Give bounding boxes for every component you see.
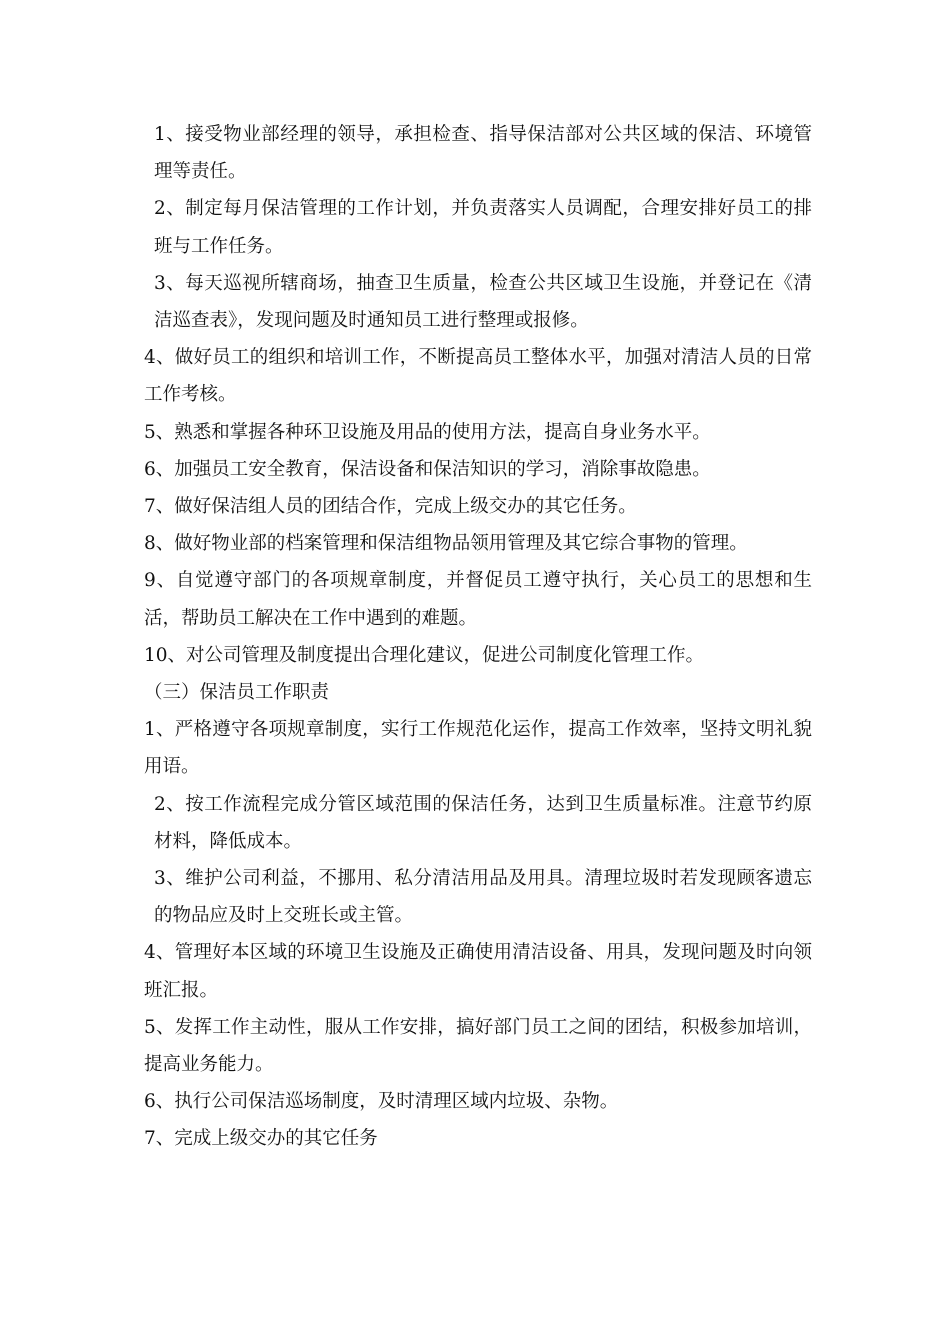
duty-paragraph: 6、执行公司保洁巡场制度，及时清理区域内垃圾、杂物。 [144,1091,619,1113]
duty-paragraph: 5、熟悉和掌握各种环卫设施及用品的使用方法，提高自身业务水平。 [144,421,711,443]
duty-paragraph: 5、发挥工作主动性，服从工作安排，搞好部门员工之间的团结，积极参加培训，提高业务能力。 [144,1016,812,1076]
duty-paragraph: 4、做好员工的组织和培训工作，不断提高员工整体水平，加强对清洁人员的日常工作考核。 [144,347,812,406]
duty-paragraph: 9、自觉遵守部门的各项规章制度，并督促员工遵守执行，关心员工的思想和生活，帮助员工解决在工作中遇到的难题。 [144,570,812,629]
duty-paragraph: 8、做好物业部的档案管理和保洁组物品领用管理及其它综合事物的管理。 [144,533,748,555]
duty-paragraph: 3、每天巡视所辖商场，抽查卫生质量，检查公共区域卫生设施，并登记在《清洁巡查表》，发现问题及时通知员工进行整理或报修。 [154,272,812,332]
duty-paragraph: 2、按工作流程完成分管区域范围的保洁任务，达到卫生质量标准。注意节约原材料，降低成本。 [154,793,812,852]
duty-paragraph: 2、制定每月保洁管理的工作计划，并负责落实人员调配，合理安排好员工的排班与工作任务。 [154,198,812,257]
duty-paragraph: 6、加强员工安全教育，保洁设备和保洁知识的学习，消除事故隐患。 [144,458,711,480]
document-page [144,116,812,1158]
duty-paragraph: 7、完成上级交办的其它任务 [144,1128,378,1150]
duty-paragraph: 3、维护公司利益，不挪用、私分清洁用品及用具。清理垃圾时若发现顾客遗忘的物品应及时上交班长或主管。 [154,868,812,927]
supervisor-duties-list [144,116,812,674]
duty-paragraph: 1、接受物业部经理的领导，承担检查、指导保洁部对公共区域的保洁、环境管理等责任。 [154,124,812,183]
duty-paragraph: 1、严格遵守各项规章制度，实行工作规范化运作，提高工作效率，坚持文明礼貌用语。 [144,719,812,778]
duty-paragraph: 10、对公司管理及制度提出合理化建议，促进公司制度化管理工作。 [144,644,705,666]
duty-paragraph: 4、管理好本区域的环境卫生设施及正确使用清洁设备、用具，发现问题及时向领班汇报。 [144,942,812,1001]
section-heading: （三）保洁员工作职责 [144,682,330,704]
duty-paragraph: 7、做好保洁组人员的团结合作，完成上级交办的其它任务。 [144,496,637,518]
cleaner-duties-list [144,711,812,1157]
